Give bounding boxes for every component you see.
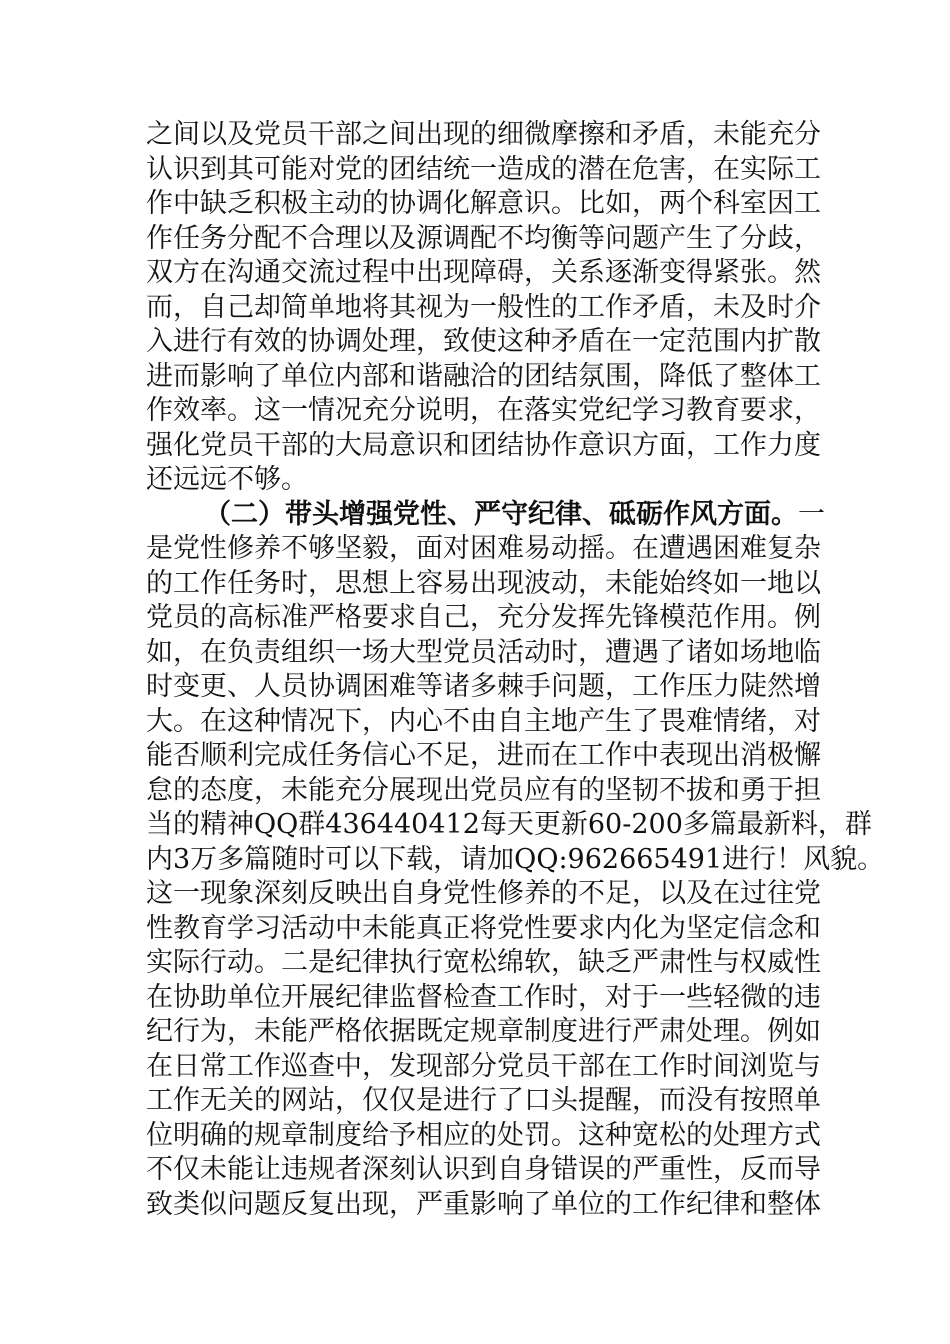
paragraph-line-11: 还远远不够。 xyxy=(146,464,308,495)
section-line-4: 如，在负责组织一场大型党员活动时，遭遇了诸如场地临 xyxy=(146,636,821,668)
paragraph-line-4: 作任务分配不合理以及源调配不均衡等问题产生了分歧， xyxy=(146,222,821,254)
section-heading-line xyxy=(146,498,825,533)
paragraph-line-8: 进而影响了单位内部和谐融洽的团结氛围，降低了整体工 xyxy=(146,360,821,392)
document-body xyxy=(146,118,885,1222)
section-line-11: 这一现象深刻反映出自身党性修养的不足，以及在过往党 xyxy=(146,878,821,909)
section-line-16: 在日常工作巡查中，发现部分党员干部在工作时间浏览与 xyxy=(146,1050,821,1082)
section-line-12: 性教育学习活动中未能真正将党性要求内化为坚定信念和 xyxy=(146,912,821,944)
paragraph-line-1: 之间以及党员干部之间出现的细微摩擦和矛盾，未能充分 xyxy=(146,119,821,150)
section-line-7: 能否顺利完成任务信心不足，进而在工作中表现出消极懈 xyxy=(146,740,821,771)
paragraph-line-5: 双方在沟通交流过程中出现障碍，关系逐渐变得紧张。然 xyxy=(146,257,821,288)
section-line-20: 致类似问题反复出现，严重影响了单位的工作纪律和整体 xyxy=(146,1188,821,1220)
section-line-3: 党员的高标准严格要求自己，充分发挥先锋模范作用。例 xyxy=(146,602,821,633)
section-line-2: 的工作任务时，思想上容易出现波动，未能始终如一地以 xyxy=(146,567,821,599)
section-line-8: 怠的态度，未能充分展现出党员应有的坚韧不拔和勇于担 xyxy=(146,774,821,806)
section-line-15: 纪行为，未能严格依据既定规章制度进行严肃处理。例如 xyxy=(146,1016,821,1047)
section-line-18: 位明确的规章制度给予相应的处罚。这种宽松的处理方式 xyxy=(146,1119,821,1151)
section-heading: （二）带头增强党性、严守纪律、砥砺作风方面。 xyxy=(204,498,798,530)
section-line-1: 是党性修养不够坚毅，面对困难易动摇。在遭遇困难复杂 xyxy=(146,533,821,564)
paragraph-line-2: 认识到其可能对党的团结统一造成的潜在危害，在实际工 xyxy=(146,153,821,185)
section-line-17: 工作无关的网站，仅仅是进行了口头提醒，而没有按照单 xyxy=(146,1085,821,1116)
paragraph-line-3: 作中缺乏积极主动的协调化解意识。比如，两个科室因工 xyxy=(146,188,821,219)
paragraph-line-6: 而，自己却简单地将其视为一般性的工作矛盾，未及时介 xyxy=(146,291,821,323)
section-line-14: 在协助单位开展纪律监督检查工作时，对于一些轻微的违 xyxy=(146,981,821,1013)
section-line-13: 实际行动。二是纪律执行宽松绵软，缺乏严肃性与权威性 xyxy=(146,947,821,978)
paragraph-line-10: 强化党员干部的大局意识和团结协作意识方面，工作力度 xyxy=(146,429,821,461)
paragraph-line-9: 作效率。这一情况充分说明，在落实党纪学习教育要求， xyxy=(146,395,821,426)
section-heading-tail: 一 xyxy=(798,498,825,530)
section-line-9: 当的精神QQ群436440412每天更新60-200多篇最新料，群 xyxy=(146,809,872,840)
section-line-6: 大。在这种情况下，内心不由自主地产生了畏难情绪，对 xyxy=(146,705,821,737)
section-line-19: 不仅未能让违规者深刻认识到自身错误的严重性，反而导 xyxy=(146,1154,821,1185)
paragraph-line-7: 入进行有效的协调处理，致使这种矛盾在一定范围内扩散 xyxy=(146,326,821,357)
section-line-5: 时变更、人员协调困难等诸多棘手问题，工作压力陡然增 xyxy=(146,671,821,702)
section-line-10: 内3万多篇随时可以下载，请加QQ:962665491进行！风貌。 xyxy=(146,843,885,875)
